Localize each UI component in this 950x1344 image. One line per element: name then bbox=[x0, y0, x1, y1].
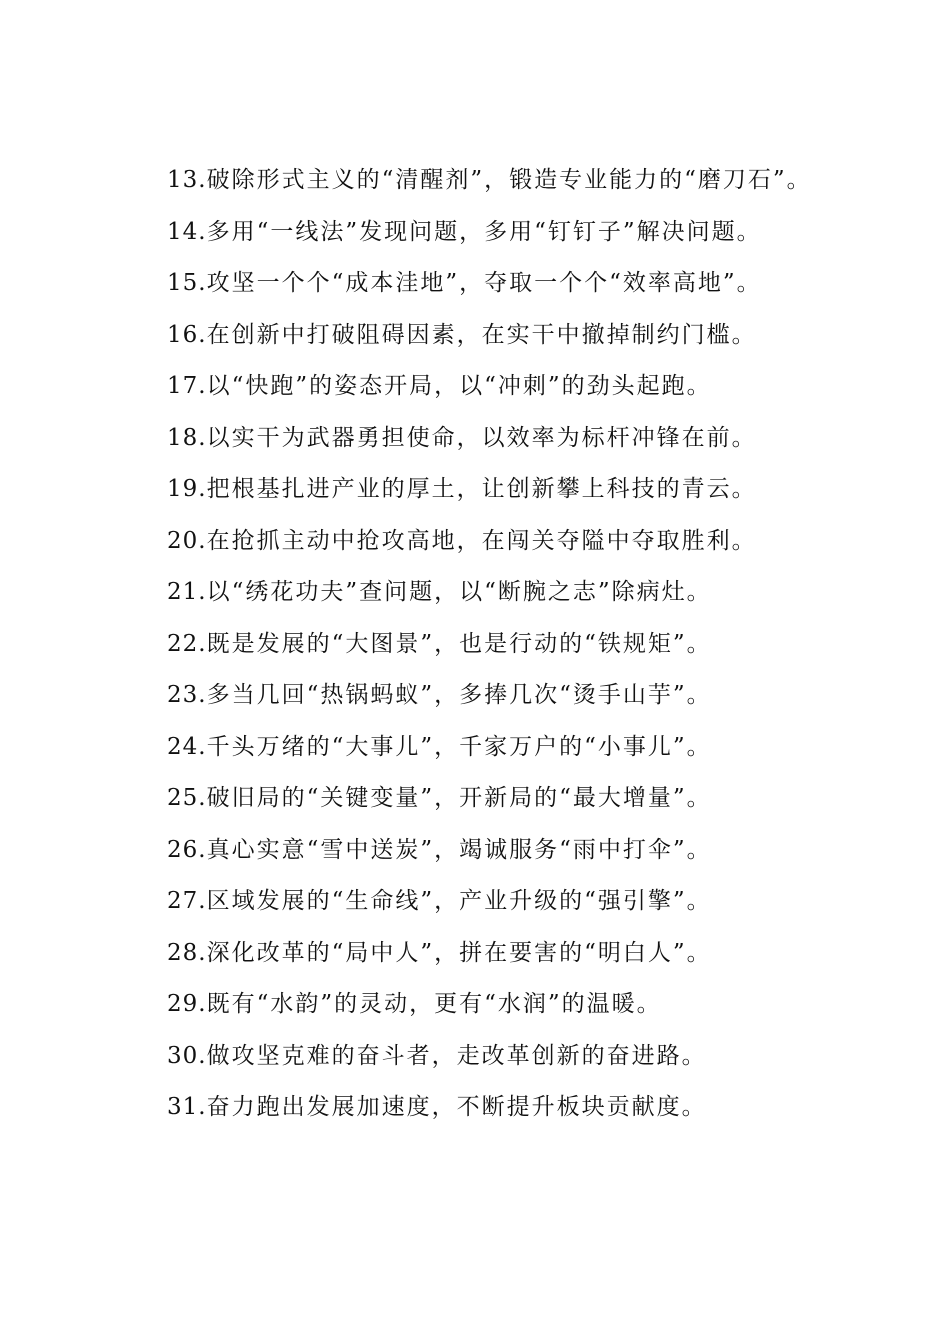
list-item bbox=[129, 423, 829, 454]
item-text: 做攻坚克难的奋斗者，走改革创新的奋进路。 bbox=[206, 1042, 707, 1069]
list-item bbox=[129, 320, 829, 351]
item-number: 13. bbox=[167, 167, 207, 193]
item-text: 把根基扎进产业的厚土，让创新攀上科技的青云。 bbox=[206, 476, 757, 502]
item-number: 30. bbox=[167, 1042, 207, 1069]
item-text: 以“快跑”的姿态开局，以“冲刺”的劲头起跑。 bbox=[206, 373, 712, 399]
item-text: 破旧局的“关键变量”，开新局的“最大增量”。 bbox=[206, 785, 712, 811]
list-item bbox=[129, 474, 829, 505]
item-text: 区域发展的“生命线”，产业升级的“强引擎”。 bbox=[206, 888, 712, 914]
item-text: 攻坚一个个“成本洼地”，夺取一个个“效率高地”。 bbox=[206, 270, 762, 296]
list-item bbox=[129, 371, 829, 402]
item-number: 22. bbox=[167, 630, 207, 657]
list-item bbox=[129, 217, 829, 248]
list-item bbox=[129, 526, 829, 557]
list-item bbox=[129, 629, 829, 660]
item-number: 25. bbox=[167, 785, 207, 811]
list-item bbox=[129, 938, 829, 969]
list-item bbox=[129, 835, 829, 866]
item-number: 19. bbox=[167, 476, 207, 502]
item-text: 深化改革的“局中人”，拼在要害的“明白人”。 bbox=[206, 939, 712, 966]
item-text: 在抢抓主动中抢攻高地，在闯关夺隘中夺取胜利。 bbox=[206, 527, 757, 554]
item-number: 31. bbox=[167, 1094, 207, 1120]
list-item bbox=[129, 577, 829, 608]
item-number: 15. bbox=[167, 270, 207, 296]
list-item bbox=[129, 165, 829, 196]
item-number: 21. bbox=[167, 579, 207, 605]
list-item bbox=[129, 680, 829, 711]
list-item bbox=[129, 886, 829, 917]
item-number: 27. bbox=[167, 888, 207, 914]
item-text: 破除形式主义的“清醒剂”，锻造专业能力的“磨刀石”。 bbox=[206, 167, 812, 193]
item-text: 既有“水韵”的灵动，更有“水润”的温暖。 bbox=[206, 991, 662, 1017]
item-text: 真心实意“雪中送炭”，竭诚服务“雨中打伞”。 bbox=[206, 836, 712, 863]
item-number: 23. bbox=[167, 682, 207, 708]
item-number: 18. bbox=[167, 424, 207, 451]
list-item bbox=[129, 268, 829, 299]
item-number: 14. bbox=[167, 218, 207, 245]
item-text: 在创新中打破阻碍因素，在实干中撤掉制约门槛。 bbox=[206, 321, 757, 348]
list-item bbox=[129, 1092, 829, 1123]
item-number: 20. bbox=[167, 527, 207, 554]
item-number: 17. bbox=[167, 373, 207, 399]
item-text: 多用“一线法”发现问题，多用“钉钉子”解决问题。 bbox=[206, 218, 762, 245]
item-number: 29. bbox=[167, 991, 207, 1017]
list-item bbox=[129, 783, 829, 814]
item-text: 既是发展的“大图景”，也是行动的“铁规矩”。 bbox=[206, 630, 712, 657]
slogan-list bbox=[129, 165, 829, 1144]
list-item bbox=[129, 1041, 829, 1072]
item-number: 26. bbox=[167, 836, 207, 863]
item-text: 以实干为武器勇担使命，以效率为标杆冲锋在前。 bbox=[206, 424, 757, 451]
item-number: 28. bbox=[167, 939, 207, 966]
item-text: 奋力跑出发展加速度，不断提升板块贡献度。 bbox=[206, 1094, 707, 1120]
list-item bbox=[129, 989, 829, 1020]
item-text: 多当几回“热锅蚂蚁”，多捧几次“烫手山芋”。 bbox=[206, 682, 712, 708]
item-text: 以“绣花功夫”查问题，以“断腕之志”除病灶。 bbox=[206, 579, 712, 605]
list-item bbox=[129, 732, 829, 763]
item-number: 16. bbox=[167, 321, 207, 348]
item-text: 千头万绪的“大事儿”，千家万户的“小事儿”。 bbox=[206, 733, 712, 760]
item-number: 24. bbox=[167, 733, 207, 760]
